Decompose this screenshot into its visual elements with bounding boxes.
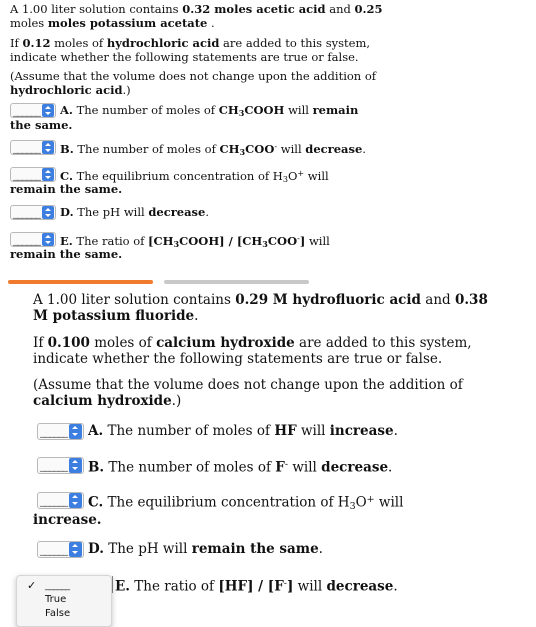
p1-b-b1: CH [219,142,240,157]
p2-d-t2: . [318,541,323,557]
p1-a-letter: A. [60,103,73,117]
p2-intro [33,292,488,324]
p2-a-b2: increase [329,423,394,439]
select-arrows-icon [42,141,54,154]
p2-q-reagent: calcium hydroxide [156,335,295,351]
p2-a-select[interactable] [37,423,84,440]
p2-b-letter: B. [88,459,105,476]
p1-b-sub1: 3 [239,147,246,158]
select-arrows-icon [69,493,82,508]
p2-c-sub1: 3 [349,501,356,513]
p1-intro-acid: 0.32 moles acetic acid [182,2,326,16]
p1-e-b4: ] [299,234,306,249]
p1-c-cont-text: remain the same. [10,182,123,196]
p1-intro-salt: moles potassium acetate [47,16,208,30]
p1-note-end: .) [122,83,131,97]
p1-b-t3: . [362,142,366,157]
p1-intro-text: A 1.00 liter solution contains [10,2,183,16]
select-arrows-icon [42,206,54,219]
select-placeholder: ______ [40,493,67,507]
p2-intro-end: . [194,308,199,324]
p1-a-b2: COOH [244,103,285,117]
p2-q-added: are added to this system, [294,335,472,351]
p2-e-letter: E. [115,578,130,595]
p2-intro-and: and [420,292,455,308]
p1-d-b1: decrease [148,205,206,219]
p2-q-if: If [33,335,48,351]
p1-e-b3: COO [267,234,298,249]
p1-e-cont [10,247,122,261]
p1-a-cont-text: the same. [10,118,73,132]
select-placeholder: ______ [13,140,40,154]
checkmark-icon: ✓ [27,579,37,592]
p2-c-t3: will [374,494,404,511]
p1-c-sub1: 3 [282,175,288,185]
p1-c-select[interactable] [10,167,56,182]
p1-b-letter: B. [60,142,74,157]
p2-c-cont-text: increase. [33,512,102,528]
p2-b-t3: . [388,459,393,476]
p1-e-sub1: 3 [173,239,180,250]
tab-inactive[interactable] [164,280,309,284]
p1-e-letter: E. [60,234,73,249]
p1-q-moles: moles of [50,36,107,50]
select-placeholder: ______ [13,205,40,219]
p1-b-b2: COO [245,142,275,157]
p2-d-letter: D. [88,541,104,557]
p2-c-sup1: + [366,494,375,505]
p2-statement-e [112,576,398,595]
p1-a-cont [10,118,72,132]
p1-a-t1: The number of moles of [72,103,219,117]
p2-b-select[interactable] [37,457,84,474]
p2-statement-a [37,423,398,440]
p1-b-b3: decrease [305,142,363,157]
p2-statement-d [37,541,323,558]
select-arrows-icon [69,424,82,439]
p1-b-t2: will [277,142,306,157]
p2-d-b1: remain the same [191,541,319,557]
p1-d-t2: . [205,205,209,219]
select-arrows-icon [42,104,54,117]
p1-q-if: If [10,36,23,50]
p2-d-t1: The pH will [103,541,192,557]
p1-d-t1: The pH will [73,205,149,219]
p2-e-t3: . [393,578,398,595]
p2-e-select-edge[interactable] [112,576,113,593]
p2-note-end: .) [171,393,182,409]
p2-e-t1: The ratio of [130,578,219,595]
dropdown-option-false[interactable]: False [45,608,71,619]
p2-intro-amount: 0.38 [454,292,488,308]
p2-a-letter: A. [88,423,104,439]
select-placeholder: ______ [13,167,40,181]
dropdown-menu [16,575,112,627]
p2-c-t1: The equilibrium concentration of H [103,494,350,511]
select-arrows-icon [69,542,82,557]
p2-c-letter: C. [88,494,104,511]
p1-d-text [60,205,209,219]
p2-a-t2: will [296,423,330,439]
p1-e-cont-text: remain the same. [10,247,123,261]
p1-q-reagent: hydrochloric acid [106,36,220,50]
p2-b-b1: F [275,459,285,476]
p1-e-select[interactable] [10,232,56,247]
p2-intro-text: A 1.00 liter solution contains [33,292,236,308]
p1-d-letter: D. [60,205,74,219]
p2-b-t1: The number of moles of [104,459,276,476]
select-arrows-icon [42,233,54,246]
select-arrows-icon [42,168,54,181]
p2-e-sup1: - [283,578,287,589]
p1-b-t1: The number of moles of [73,142,220,157]
p1-b-text [60,140,366,159]
p1-q-added: are added to this system, [219,36,370,50]
tab-active[interactable] [8,280,153,284]
p1-c-cont [10,182,122,196]
p1-intro-end: . [207,16,215,30]
p1-e-sup1: - [297,234,300,243]
p1-a-t2: will [284,103,313,117]
p2-note-text: (Assume that the volume does not change upon the addition of [33,377,463,393]
p1-statement-d [10,205,209,220]
p2-e-text [115,576,398,595]
p1-intro [10,2,383,30]
p1-q-indicate: indicate whether the following statements are true or false. [10,50,359,64]
p2-a-b1: HF [274,423,297,439]
p1-c-sup1: + [297,169,305,178]
select-placeholder: ______ [40,424,67,438]
dropdown-option-blank[interactable]: ______ [45,580,69,591]
p2-intro-salt: M potassium fluoride [33,308,195,324]
p2-b-b2: decrease [321,459,389,476]
p2-q-indicate: indicate whether the following statements are true or false. [33,351,443,367]
p1-statement-b [10,140,366,159]
p1-e-b1: [CH [148,234,174,249]
p1-a-b1: CH [218,103,239,117]
p2-c-cont [33,512,102,528]
p2-b-sup1: - [284,459,289,470]
p1-c-t1: The equilibrium concentration of H [72,169,283,184]
p1-intro-line2: moles [10,16,48,30]
p1-a-sub1: 3 [238,108,245,118]
p2-d-select[interactable] [37,541,84,558]
p1-q-amount: 0.12 [22,36,51,50]
p2-e-b1: [HF] / [F [218,578,284,595]
p1-a-select[interactable] [10,103,56,118]
p2-a-text [88,423,398,439]
p2-statement-b [37,457,392,476]
p1-c-letter: C. [60,169,73,184]
p1-b-sup1: - [274,142,278,151]
p1-d-select[interactable] [10,205,56,220]
p1-note-reagent: hydrochloric acid [10,83,123,97]
select-arrows-icon [69,458,82,473]
dropdown-option-true[interactable]: True [45,594,67,605]
p2-q-amount: 0.100 [47,335,90,351]
p1-note [10,69,376,97]
select-placeholder: ______ [13,232,40,246]
p2-d-text [88,541,323,557]
p1-c-t3: will [304,169,329,184]
p2-b-text [88,457,392,476]
p1-a-b3: remain [312,103,359,117]
p1-e-b2: COOH] / [CH [179,234,263,249]
select-placeholder: ______ [40,458,67,472]
p1-e-t2: will [305,234,330,249]
p1-intro-amount: 0.25 [354,2,383,16]
p2-c-text [88,492,403,515]
p2-q-moles: moles of [89,335,157,351]
p1-intro-and: and [325,2,355,16]
p2-e-b3: decrease [326,578,394,595]
p2-question [33,335,472,367]
p1-b-select[interactable] [10,140,56,155]
p2-note-reagent: calcium hydroxide [33,393,172,409]
p1-a-text [60,103,358,120]
select-placeholder: ______ [13,103,40,117]
p2-intro-acid: 0.29 M hydrofluoric acid [235,292,421,308]
p2-c-t2: O [355,494,367,511]
p2-e-b2: ] [286,578,294,595]
select-placeholder: ______ [40,542,67,556]
p1-question [10,36,370,64]
p2-b-t2: will [288,459,322,476]
p2-c-select[interactable] [37,492,84,509]
p1-e-t1: The ratio of [72,234,149,249]
p1-note-text: (Assume that the volume does not change upon the addition of [10,69,377,83]
p1-e-sub2: 3 [262,239,268,250]
p2-e-t2: will [293,578,327,595]
p2-a-t3: . [393,423,398,439]
p2-a-t1: The number of moles of [103,423,275,439]
p1-c-t2: O [287,169,298,184]
p2-note [33,377,463,409]
